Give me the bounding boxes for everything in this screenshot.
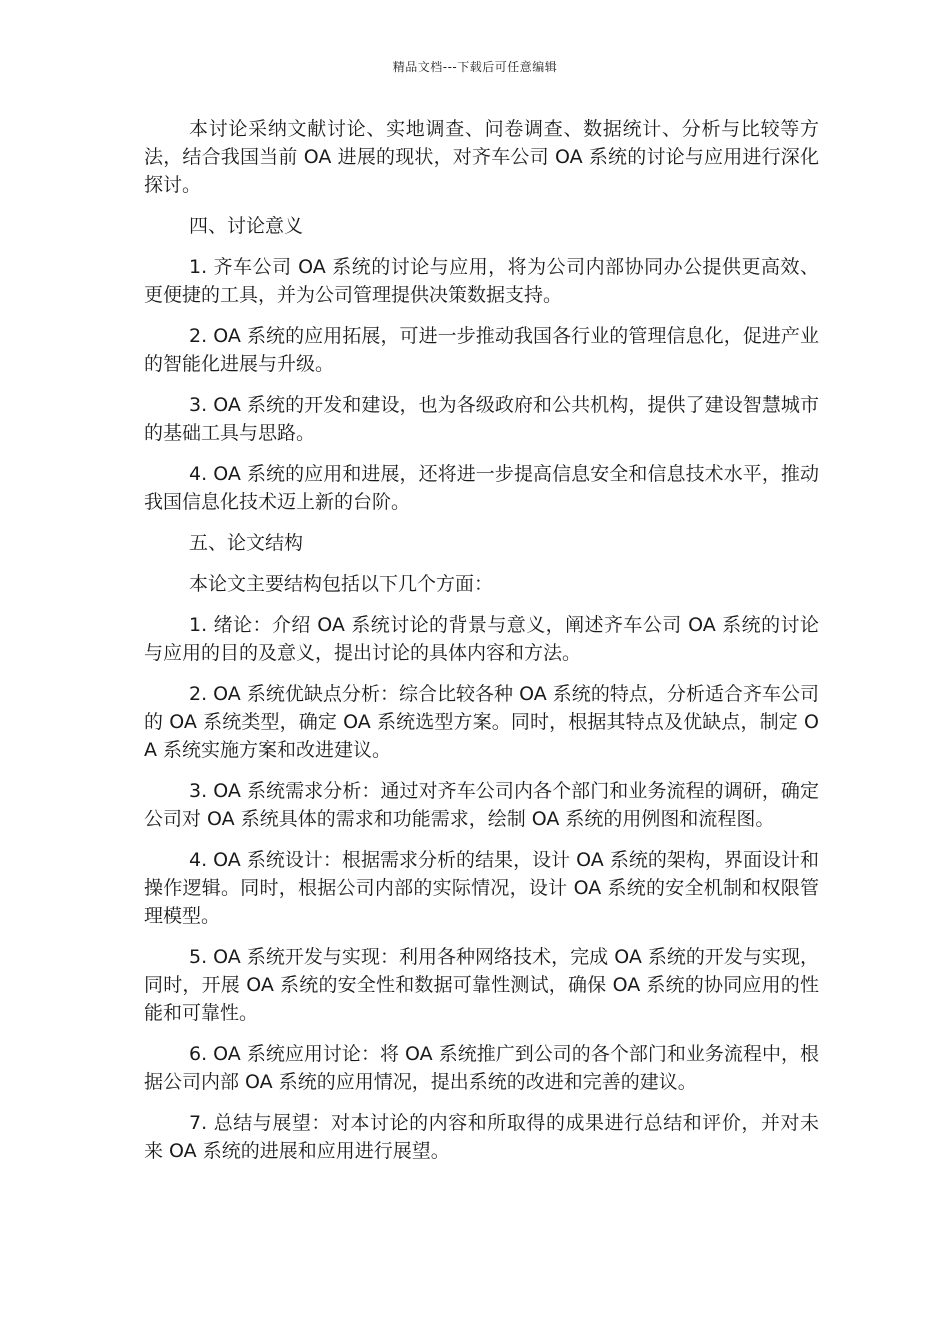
paragraph-significance-4: 4. OA 系统的应用和进展，还将进一步提高信息安全和信息技术水平，推动我国信息化技术迈上新的台阶。 bbox=[144, 463, 819, 513]
paragraph-structure-6: 6. OA 系统应用讨论：将 OA 系统推广到公司的各个部门和业务流程中，根据公司内部 OA 系统的应用情况，提出系统的改进和完善的建议。 bbox=[144, 1043, 819, 1093]
paragraph-structure-5: 5. OA 系统开发与实现：利用各种网络技术，完成 OA 系统的开发与实现，同时，开展 OA 系统的安全性和数据可靠性测试，确保 OA 系统的协同应用的性能和可靠性。 bbox=[144, 946, 819, 1024]
document-body bbox=[144, 115, 819, 1178]
paragraph-structure-3: 3. OA 系统需求分析：通过对齐车公司内各个部门和业务流程的调研，确定公司对 OA 系统具体的需求和功能需求，绘制 OA 系统的用例图和流程图。 bbox=[144, 780, 819, 830]
paragraph-methods: 本讨论采纳文献讨论、实地调查、问卷调查、数据统计、分析与比较等方法，结合我国当前 OA 进展的现状，对齐车公司 OA 系统的讨论与应用进行深化探讨。 bbox=[144, 118, 819, 196]
paragraph-structure-2: 2. OA 系统优缺点分析：综合比较各种 OA 系统的特点，分析适合齐车公司的 OA 系统类型，确定 OA 系统选型方案。同时，根据其特点及优缺点，制定 OA 系统实施方案和改进建议。 bbox=[144, 683, 819, 761]
section-heading-structure: 五、论文结构 bbox=[189, 532, 304, 554]
paragraph-structure-4: 4. OA 系统设计：根据需求分析的结果，设计 OA 系统的架构，界面设计和操作逻辑。同时，根据公司内部的实际情况，设计 OA 系统的安全机制和权限管理模型。 bbox=[144, 849, 819, 927]
paragraph-significance-1: 1. 齐车公司 OA 系统的讨论与应用，将为公司内部协同办公提供更高效、更便捷的工具，并为公司管理提供决策数据支持。 bbox=[144, 256, 819, 306]
page-header: 精品文档---下载后可任意编辑 bbox=[392, 60, 558, 74]
paragraph-significance-2: 2. OA 系统的应用拓展，可进一步推动我国各行业的管理信息化，促进产业的智能化进展与升级。 bbox=[144, 325, 819, 375]
paragraph-structure-intro: 本论文主要结构包括以下几个方面： bbox=[189, 573, 494, 595]
paragraph-significance-3: 3. OA 系统的开发和建设，也为各级政府和公共机构，提供了建设智慧城市的基础工具与思路。 bbox=[144, 394, 819, 444]
paragraph-structure-1: 1. 绪论：介绍 OA 系统讨论的背景与意义，阐述齐车公司 OA 系统的讨论与应用的目的及意义，提出讨论的具体内容和方法。 bbox=[144, 614, 819, 664]
paragraph-structure-7: 7. 总结与展望：对本讨论的内容和所取得的成果进行总结和评价，并对未来 OA 系统的进展和应用进行展望。 bbox=[144, 1112, 819, 1162]
section-heading-significance: 四、讨论意义 bbox=[189, 215, 304, 237]
